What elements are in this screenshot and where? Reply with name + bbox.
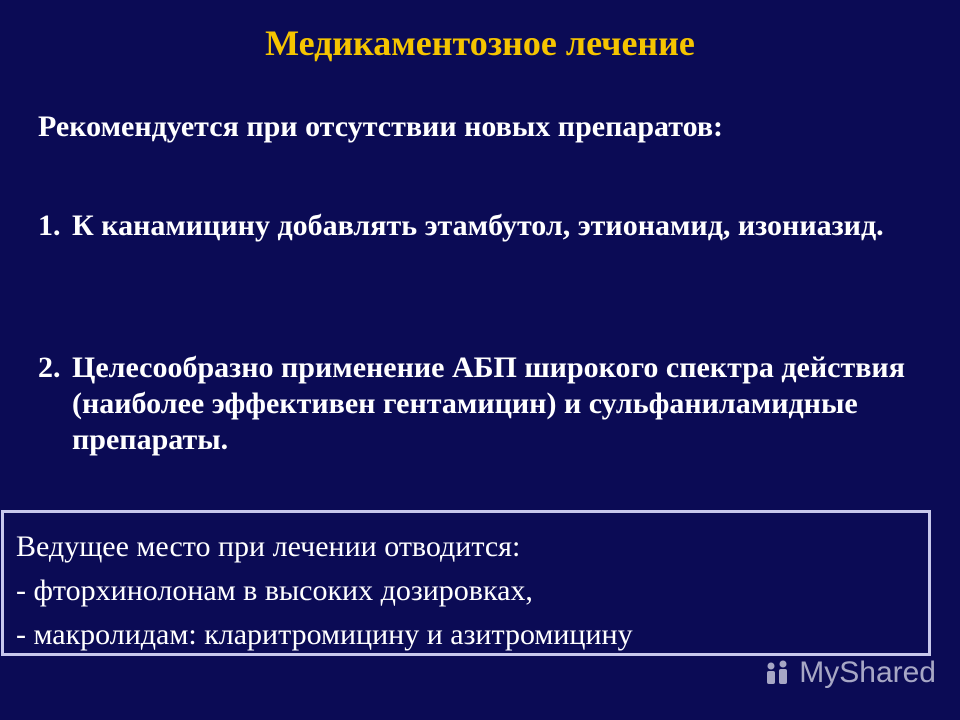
watermark-text: MyShared	[799, 656, 936, 689]
box-heading: Ведущее место при лечении отводится:	[16, 530, 521, 563]
watermark	[763, 656, 936, 690]
box-line-2: - макролидам: кларитромицину и азитромицину	[16, 618, 633, 651]
list-item-text: К канамицину добавлять этамбутол, этионамид, изониазид.	[72, 209, 884, 242]
list-item-text: Целесообразно применение АБП широкого спектра действия (наиболее эффективен гентамицин) и сульфаниламидные препараты.	[72, 351, 905, 456]
list-item-1	[38, 208, 918, 244]
intro-text: Рекомендуется при отсутствии новых препаратов:	[38, 110, 724, 143]
list-item-number: 1.	[38, 209, 61, 242]
people-icon	[763, 660, 793, 686]
list-item-2	[38, 350, 918, 458]
list-item-number: 2.	[38, 351, 61, 384]
slide-title: Медикаментозное лечение	[265, 23, 695, 63]
box-line-1: - фторхинолонам в высоких дозировках,	[16, 574, 533, 607]
highlight-box	[1, 510, 931, 656]
